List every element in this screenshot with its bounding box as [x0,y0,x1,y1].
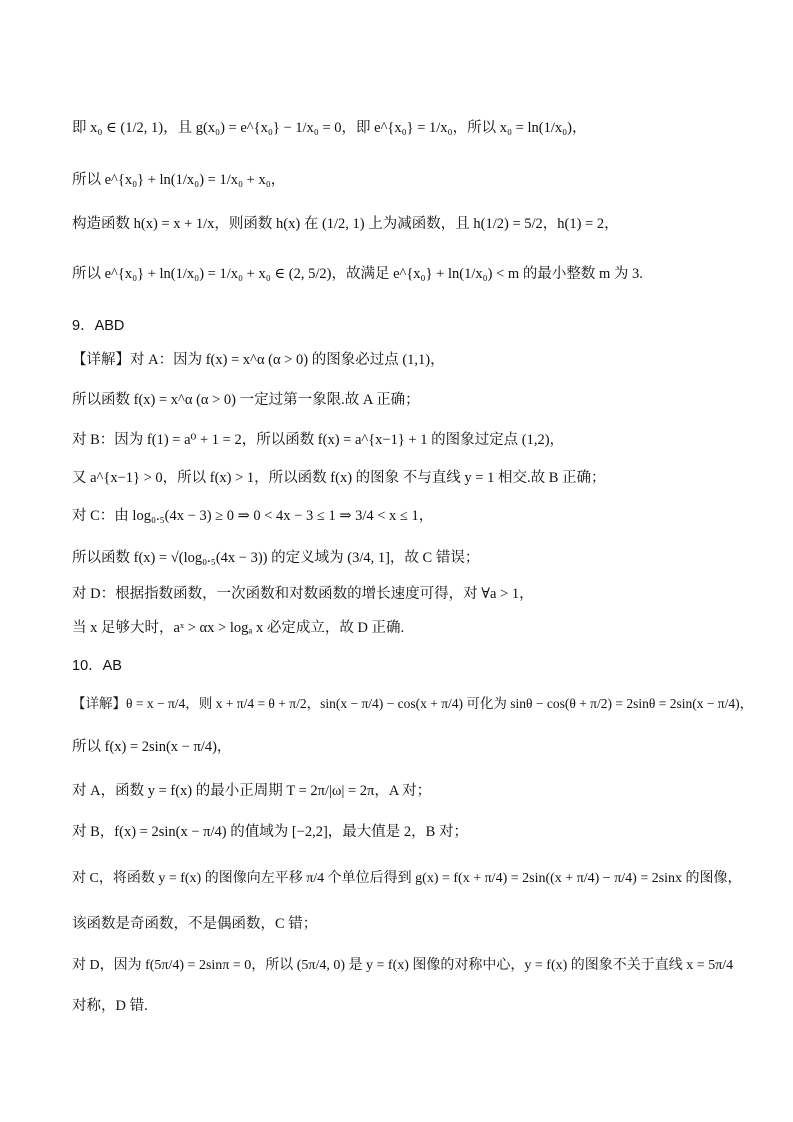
text-line-11: 所以函数 f(x) = √(log₀.₅(4x − 3)) 的定义域为 (3/4, 1]，故 C 错误； [72,550,480,566]
question-10-answer: 10．AB [72,658,122,674]
text-line-3: 构造函数 h(x) = x + 1/x，则函数 h(x) 在 (1/2, 1) 上为减函数，且 h(1/2) = 5/2，h(1) = 2， [72,216,619,232]
text-line-1: 即 x₀ ∈ (1/2, 1)，且 g(x₀) = e^{x₀} − 1/x₀ = 0，即 e^{x₀} = 1/x₀，所以 x₀ = ln(1/x₀)， [72,120,587,136]
text-line-15: 【详解】θ = x − π/4，则 x + π/4 = θ + π/2，sin(x − π/4) − cos(x + π/4) 可化为 sinθ − cos(θ + π/2) = 2sinθ = 2sin(x − π/4)， [72,696,754,711]
text-line-16: 所以 f(x) = 2sin(x − π/4)， [72,739,232,755]
text-line-20: 该函数是奇函数，不是偶函数，C 错； [72,916,318,932]
text-line-9: 又 a^{x−1} > 0，所以 f(x) > 1，所以函数 f(x) 的图象 不与直线 y = 1 相交.故 B 正确； [72,470,606,486]
text-line-10: 对 C：由 log₀.₅(4x − 3) ≥ 0 ⇒ 0 < 4x − 3 ≤ 1 ⇒ 3/4 < x ≤ 1， [72,508,434,524]
text-line-12: 对 D：根据指数函数，一次函数和对数函数的增长速度可得，对 ∀a > 1， [72,586,534,602]
text-line-18: 对 B，f(x) = 2sin(x − π/4) 的值域为 [−2,2]，最大值是 2，B 对； [72,824,468,840]
text-line-7: 所以函数 f(x) = x^α (α > 0) 一定过第一象限.故 A 正确； [72,392,420,408]
text-line-2: 所以 e^{x₀} + ln(1/x₀) = 1/x₀ + x₀， [72,172,286,188]
text-line-13: 当 x 足够大时，aˣ > αx > logₐ x 必定成立，故 D 正确. [72,620,405,636]
text-line-6: 【详解】对 A：因为 f(x) = x^α (α > 0) 的图象必过点 (1,1)， [72,352,445,368]
text-line-19: 对 C，将函数 y = f(x) 的图像向左平移 π/4 个单位后得到 g(x) = f(x + π/4) = 2sin((x + π/4) − π/4) = 2sinx 的图像， [72,871,742,886]
text-line-22: 对称，D 错. [72,998,148,1014]
text-line-4: 所以 e^{x₀} + ln(1/x₀) = 1/x₀ + x₀ ∈ (2, 5/2)，故满足 e^{x₀} + ln(1/x₀) < m 的最小整数 m 为 3. [72,266,643,282]
text-line-21: 对 D，因为 f(5π/4) = 2sinπ = 0，所以 (5π/4, 0) 是 y = f(x) 图像的对称中心，y = f(x) 的图象不关于直线 x = 5π/4 [72,958,734,973]
question-9-answer: 9．ABD [72,318,125,334]
text-line-8: 对 B：因为 f(1) = a⁰ + 1 = 2，所以函数 f(x) = a^{x−1} + 1 的图象过定点 (1,2)， [72,432,565,448]
text-line-17: 对 A，函数 y = f(x) 的最小正周期 T = 2π/|ω| = 2π，A 对； [72,783,432,799]
